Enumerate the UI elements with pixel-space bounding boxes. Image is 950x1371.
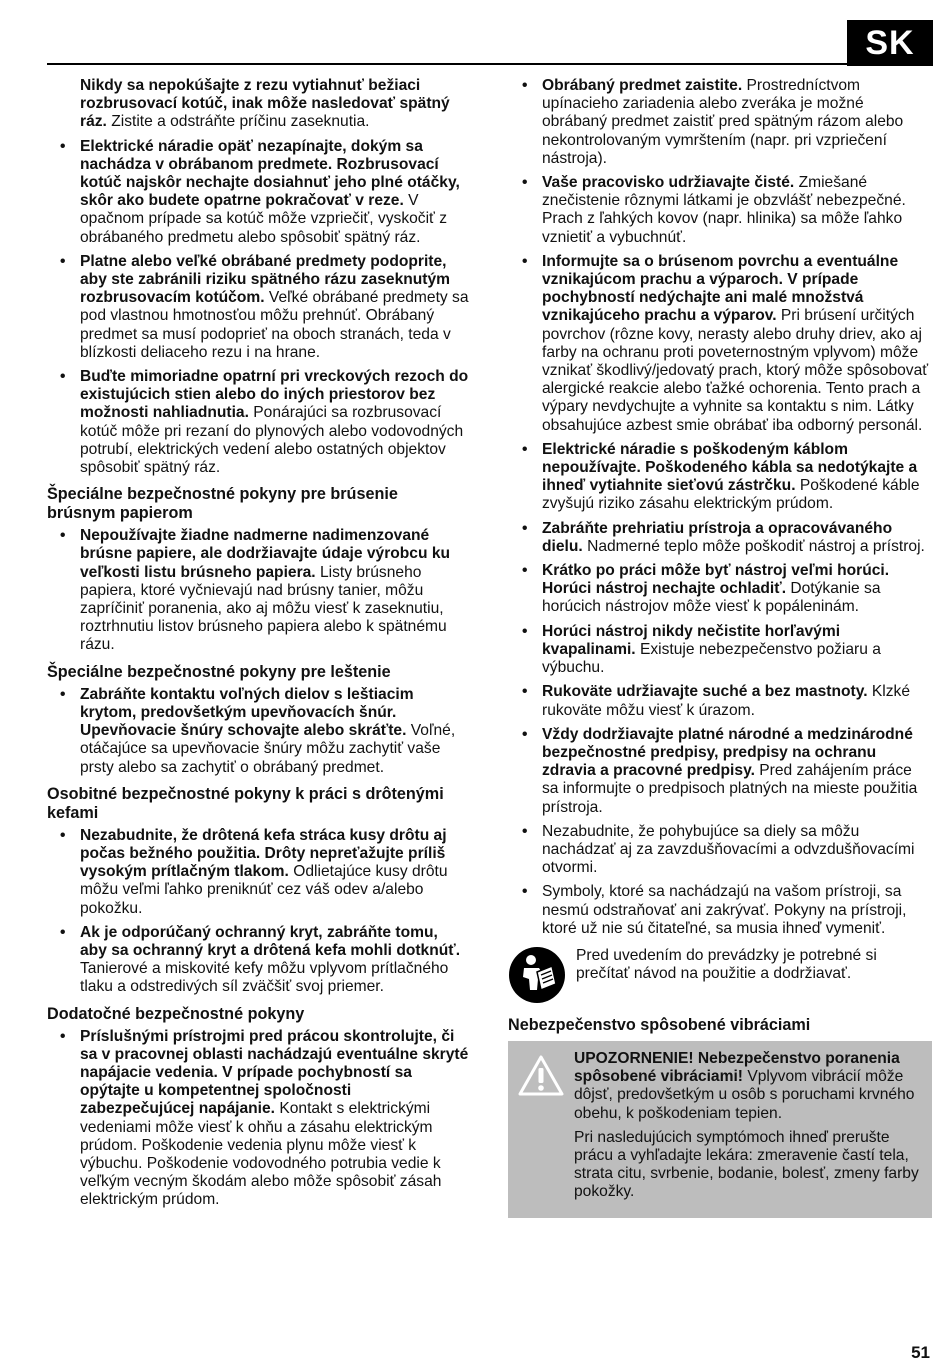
list-item [508,520,932,556]
manual-notice [508,946,932,1004]
body-text: Klzké rukoväte môžu viesť k úrazom. [542,683,911,719]
bold-text: Rukoväte udržiavajte suché a bez mastnoty. [542,683,868,701]
warning-icon-wrap [508,1050,574,1208]
right-column [508,77,932,1218]
bold-text: Príslušnými prístrojmi pred prácou skontrolujte, či sa v pracovnej oblasti nachádzajú eventuálne skryté napájacie vedenia. V prípade pochybností sa opýtajte u kompetentnej spoločnosti zabezpečujúcej napájanie. [80,1027,469,1118]
section-heading: Špeciálne bezpečnostné pokyny pre brúsenie brúsnym papierom [47,485,398,523]
body-text: Tanierové a miskovité kefy môžu vplyvom prítlačného tlaku a odstredivých síl zväčšiť svoj priemer. [80,960,449,996]
paragraph-continued [80,77,469,132]
list-item [47,253,469,362]
language-tab: SK [847,20,933,66]
list-item [47,827,469,918]
body-text: Voľné, otáčajúce sa upevňovacie šnúry môžu zachytiť vaše prsty alebo sa zachytiť o obrábaný predmet. [80,722,456,776]
body-text: Veľké obrábané predmety sa pod vlastnou hmotnosťou môžu prehnúť. Obrábaný predmet sa musí podoprieť na oboch stranách, teda v blízkosti deliaceho rezu i na hrane. [80,289,469,361]
body-text: Pred zahájením práce sa informujte o predpisoch platných na mieste použitia prístroja. [542,762,918,816]
body-text: Odlietajúce kusy drôtu môžu veľmi ľahko preniknúť cez váš odev a/alebo pokožku. [80,863,448,917]
bold-text: Elektrické náradie opäť nezapínajte, dokým sa nachádza v obrábanom predmete. Rozbrusovací kotúč najskôr nechajte dosiahnuť jeho plné otáčky, skôr ako budete opatrne pokračovať v reze. [80,137,460,210]
list-item [47,527,469,654]
bold-text: Nezabudnite, že drôtená kefa stráca kusy drôtu aj počas bežného použitia. Drôty nepreťažujte príliš vysokým prítlačným tlakom. [80,826,447,881]
list-item [508,726,932,817]
body-text: Dotýkanie sa horúcich nástrojov môže viesť k popáleninám. [542,580,881,616]
body-text: V opačnom prípade sa kotúč môže vzpriečiť, vyskočiť z obrábaného predmetu alebo spôsobiť spätný ráz. [80,192,448,246]
bold-text: UPOZORNENIE! Nebezpečenstvo poranenia spôsobené vibráciami! [574,1049,900,1086]
read-manual-icon [508,946,566,1004]
left-column [47,77,469,1216]
bold-text: Elektrické náradie s poškodeným káblom nepoužívajte. Poškodeného kábla sa nedotýkajte a ihneď vytiahnite sieťovú zástrčku. [542,440,918,495]
bold-text: Vždy dodržiavajte platné národné a medzinárodné bezpečnostné predpisy, predpisy na ochranu zdravia a pracovné predpisy. [542,725,913,780]
list-item [47,686,469,777]
section-heading: Špeciálne bezpečnostné pokyny pre leštenie [47,662,391,681]
list-item [508,562,932,617]
bold-text: Horúci nástroj nikdy nečistite horľavými kvapalinami. [542,622,841,658]
body-text: Nezabudnite, že pohybujúce sa diely sa môžu nachádzať aj za zavzdušňovacími a odvzdušňovacími otvormi. [542,822,915,877]
list-item [47,1028,469,1210]
list-item [47,368,469,477]
warning-triangle-icon [517,1054,565,1098]
section-heading: Nebezpečenstvo spôsobené vibráciami [508,1015,811,1034]
list-item [508,174,932,247]
warning-box [508,1041,932,1218]
list-item [508,441,932,514]
manual-notice-text: Pred uvedením do prevádzky je potrebné si prečítať návod na použitie a dodržiavať. [576,946,877,983]
body-text: Pri brúsení určitých povrchov (rôzne kovy, nerasty alebo druhy driev, ako aj farby na ochranu proti poveternostným vplyvom) môže vznikať škodlivý/jedovatý prach, ktorý môže spôsobovať alergické reakcie alebo ťažké ochorenia. Tento prach a výpary nevdychujte a vyhnite sa kontaktu s nim. Látky obsahujúce azbest smie obrábať iba odborný personál. [542,307,929,434]
page-number: 51 [911,1343,930,1362]
bold-text: Informujte sa o brúsenom povrchu a eventuálne vznikajúcom prachu a výparoch. V prípade pochybností nedýchajte ani malé množstvá vznikajúceho prachu a výparov. [542,252,899,325]
list-item [508,683,932,719]
warning-body [574,1050,924,1208]
top-rule [47,63,847,65]
warning-paragraph [574,1050,924,1123]
bold-text: Platne alebo veľké obrábané predmety podoprite, aby ste zabránili riziku spätného rázu zaseknutým rozbrusovacím kotúčom. [80,252,451,307]
section-heading: Osobitné bezpečnostné pokyny k práci s drôtenými kefami [47,784,444,822]
bold-text: Vaše pracovisko udržiavajte čisté. [542,174,795,192]
body-text: Vplyvom vibrácií môže dôjsť, predovšetkým u osôb s poruchami krvného obehu, k poškodeniam tepien. [574,1068,915,1122]
bold-text: Nepoužívajte žiadne nadmerne nadimenzované brúsne papiere, ale dodržiavajte údaje výrobcu ku veľkosti listu brúsneho papiera. [80,527,451,581]
list-item [508,77,932,168]
body-text: Kontakt s elektrickými vedeniami môže viesť k ohňu a zásahu elektrickým prúdom. Poškodenie vedenia plynu môže viesť k výbuchu. Poškodenie vodovodného potrubia vedie k veľkým vecným škodám alebo môže spôsobiť zásah elektrickým prúdom. [80,1100,442,1209]
bold-text: Ak je odporúčaný ochranný kryt, zabráňte tomu, aby sa ochranný kryt a drôtená kefa mohli dotknúť. [80,923,461,959]
bold-text: Zabráňte kontaktu voľných dielov s leštiacim krytom, predovšetkým upevňovacích šnúr. Upevňovacie šnúry schovajte alebo skráťte. [80,685,414,740]
body-text: Ponárajúci sa rozbrusovací kotúč môže pri rezaní do plynových alebo vodovodných potrubí, elektrických vedení alebo ostatných objektov spôsobiť spätný ráz. [80,404,464,477]
list-item [508,883,932,938]
list-item [47,138,469,247]
warning-paragraph: Pri nasledujúcich symptómoch ihneď prerušte prácu a vyhľadajte lekára: zmeravenie častí tela, strata citu, svrbenie, bodanie, bolesť, zmeny farby pokožky. [574,1128,919,1201]
body-text: Nadmerné teplo môže poškodiť nástroj a prístroj. [582,537,925,555]
body-text: Prostredníctvom upínacieho zariadenia alebo zveráka je možné obrábaný predmet zaistiť pred spätným rázom alebo nekontrolovaným vymrštením (napr. pri vzpriečení nástroja). [542,77,904,167]
body-text: Zmiešané znečistenie rôznymi látkami je obzvlášť nebezpečné. Prach z ľahkých kovov (napr. hlinika) sa môže ľahko vznietiť a vybuchnúť. [542,174,906,246]
body-text: Existuje nebezpečenstvo požiaru a výbuchu. [542,640,881,677]
body-text: Zistite a odstráňte príčinu zaseknutia. [106,113,370,131]
list-item [508,253,932,435]
bold-text: Buďte mimoriadne opatrní pri vreckových rezoch do existujúcich stien alebo do iných priestorov bez možnosti nahliadnutia. [80,368,469,422]
bold-text: Zabráňte prehriatiu prístroja a opracovávaného dielu. [542,519,893,555]
body-text: Poškodené káble zvyšujú riziko zásahu elektrickým prúdom. [542,477,920,513]
list-item [47,924,469,997]
list-item [508,823,932,878]
bold-text: Krátko po práci môže byť nástroj veľmi horúci. Horúci nástroj nechajte ochladiť. [542,562,890,598]
bold-text: Nikdy sa nepokúšajte z rezu vytiahnuť bežiaci rozbrusovací kotúč, inak môže nasledovať spätný ráz. [80,77,450,131]
list-item [508,623,932,678]
section-heading: Dodatočné bezpečnostné pokyny [47,1004,305,1023]
body-text: Listy brúsneho papiera, ktoré vyčnievajú nad brúsny tanier, môžu zapríčiniť poranenia, ako aj môžu viesť k zaseknutiu, roztrhnutiu listov brúsneho papiera alebo k spätnému rázu. [80,563,447,654]
body-text: Symboly, ktoré sa nachádzajú na vašom prístroji, sa nesmú odstraňovať ani zakrývať. Pokyny na prístroji, ktoré už nie sú čitateľné, sa musia ihneď vymeniť. [542,883,907,937]
bold-text: Obrábaný predmet zaistite. [542,77,743,94]
